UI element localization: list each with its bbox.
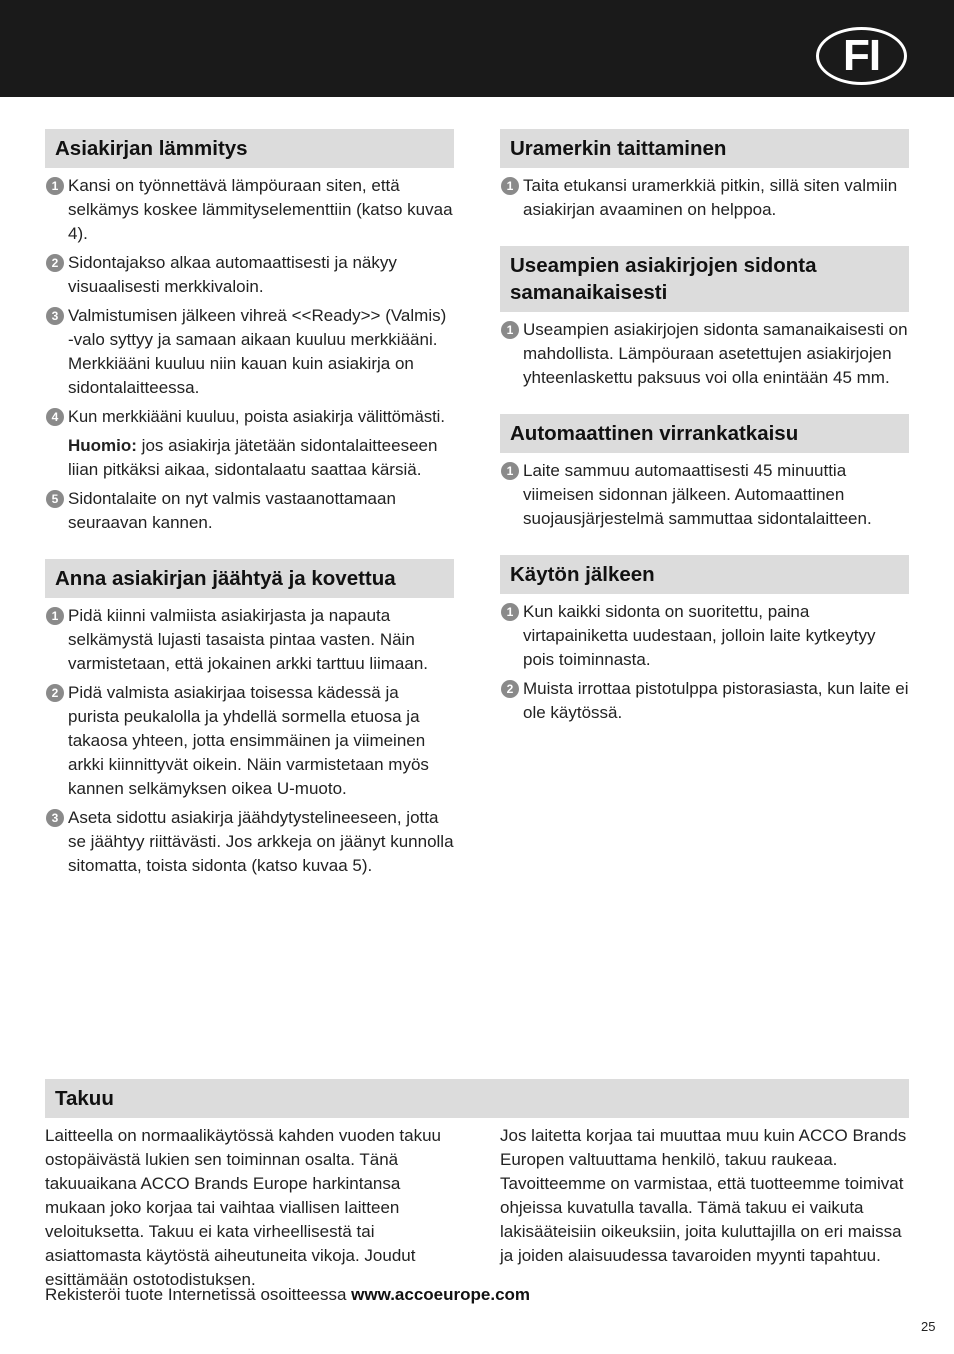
warranty-text-right: Jos laitetta korjaa tai muuttaa muu kuin ACCO Brands Europen valtuuttama henkilö, takuu raukeaa. Tavoitteemme on varmistaa, että tuotteemme toimivat ohjeissa kuvatulla tavalla. Tämä takuu ei vaikuta lakisääteisiin oikeuksiin, joita kuluttajilla on eri maissa ja joiden alaisuudessa tavaroiden myynti tapahtuu. <box>500 1126 907 1265</box>
step-text: Aseta sidottu asiakirja jäähdytystelineeseen, jotta se jäähtyy riittävästi. Jos arkkeja on jäänyt kunnolla sitomatta, toista sidonta (katso kuvaa 5). <box>68 808 454 875</box>
section-after-use <box>500 555 909 725</box>
step-text: Pidä kiinni valmiista asiakirjasta ja napauta selkämystä lujasti tasaista pintaa vasten. Näin varmistetaan, että jokainen arkki tarttuu liimaan. <box>68 606 429 673</box>
note-text: jos asiakirja jätetään sidontalaitteeseen liian pitkäksi aikaa, sidontalaatu saattaa kärsiä. <box>68 436 438 479</box>
step-list <box>45 604 454 878</box>
section-title: Uramerkin taittaminen <box>500 129 909 168</box>
step-text: Taita etukansi uramerkkiä pitkin, sillä siten valmiin asiakirjan avaaminen on helppoa. <box>523 176 898 219</box>
step-item <box>45 604 454 676</box>
step-item <box>45 251 454 299</box>
step-number-icon: 1 <box>501 321 519 339</box>
section-score-folding <box>500 129 909 222</box>
step-item <box>45 806 454 878</box>
register-line <box>45 1283 530 1307</box>
section-title: Anna asiakirjan jäähtyä ja kovettua <box>45 559 454 598</box>
step-list <box>500 174 909 222</box>
step-item <box>45 681 454 801</box>
warranty-text-left: Laitteella on normaalikäytössä kahden vuoden takuu ostopäivästä lukien sen toiminnan osalta. Tänä takuuaikana ACCO Brands Europe harkintansa mukaan joko korjaa tai vaihtaa viallisen laitteen veloituksetta. Takuu ei kata virheellisestä tai asiattomasta käytöstä aiheutuneita vikoja. Joudut esittämään ostotodistuksen. <box>45 1126 441 1289</box>
step-text: Muista irrottaa pistotulppa pistorasiasta, kun laite ei ole käytössä. <box>523 679 909 722</box>
step-text: Useampien asiakirjojen sidonta samanaikaisesti on mahdollista. Lämpöuraan asetettujen asiakirjojen yhteenlaskettu paksuus voi olla enintään 45 mm. <box>523 320 908 387</box>
step-text: Sidontalaite on nyt valmis vastaanottamaan seuraavan kannen. <box>68 489 396 532</box>
step-number-icon: 1 <box>501 177 519 195</box>
note-item <box>45 434 454 482</box>
register-link[interactable]: www.accoeurope.com <box>351 1285 531 1304</box>
step-item <box>45 405 454 429</box>
step-item <box>45 174 454 246</box>
step-number-icon: 1 <box>46 607 64 625</box>
step-item <box>500 459 909 531</box>
section-multiple-binding <box>500 246 909 390</box>
step-number-icon: 3 <box>46 809 64 827</box>
step-item <box>45 487 454 535</box>
step-number-icon: 2 <box>46 684 64 702</box>
step-text: Kun merkkiääni kuuluu, poista asiakirja välittömästi. <box>68 408 445 426</box>
section-title: Käytön jälkeen <box>500 555 909 594</box>
step-text: Pidä valmista asiakirjaa toisessa kädessä ja purista peukalolla ja yhdellä sormella etuosa ja takaosa yhteen, jotta ensimmäinen ja viimeinen arkki kiinnittyvät oikein. Näin varmistetaan myös kannen selkämyksen oikea U-muoto. <box>68 683 429 798</box>
step-text: Laite sammuu automaattisesti 45 minuuttia viimeisen sidonnan jälkeen. Automaattinen suojausjärjestelmä sammuttaa sidontalaitteen. <box>523 461 872 528</box>
header-bar <box>0 0 954 97</box>
step-item <box>500 677 909 725</box>
step-item <box>500 600 909 672</box>
section-auto-shutoff <box>500 414 909 531</box>
step-number-icon: 1 <box>501 603 519 621</box>
step-item <box>500 174 909 222</box>
note-label: Huomio: <box>68 436 137 455</box>
step-list <box>500 600 909 725</box>
step-text: Sidontajakso alkaa automaattisesti ja näkyy visuaalisesti merkkivaloin. <box>68 253 397 296</box>
step-number-icon: 2 <box>501 680 519 698</box>
section-title: Automaattinen virrankatkaisu <box>500 414 909 453</box>
step-number-icon: 3 <box>46 307 64 325</box>
step-list <box>45 174 454 535</box>
page-number: 25 <box>921 1319 936 1334</box>
section-title: Useampien asiakirjojen sidonta samanaikaisesti <box>500 246 909 312</box>
step-number-icon: 1 <box>501 462 519 480</box>
section-cooling <box>45 559 454 878</box>
warranty-title: Takuu <box>45 1079 909 1118</box>
register-text: Rekisteröi tuote Internetissä osoitteessa <box>45 1285 352 1304</box>
step-text: Valmistumisen jälkeen vihreä <<Ready>> (Valmis) -valo syttyy ja samaan aikaan kuuluu merkkiääni. Merkkiääni kuuluu niin kauan kuin asiakirja on sidontalaitteessa. <box>68 306 447 397</box>
section-document-heating <box>45 129 454 535</box>
step-text: Kun kaikki sidonta on suoritettu, paina virtapainiketta uudestaan, jolloin laite kytkeytyy pois toiminnasta. <box>523 602 876 669</box>
step-number-icon: 4 <box>46 408 64 426</box>
step-number-icon: 1 <box>46 177 64 195</box>
step-list <box>500 318 909 390</box>
step-item <box>500 318 909 390</box>
right-column <box>500 129 909 749</box>
language-badge: FI <box>816 27 907 85</box>
warranty-section <box>45 1079 909 1292</box>
step-text: Kansi on työnnettävä lämpöuraan siten, että selkämys koskee lämmityselementtiin (katso kuvaa 4). <box>68 176 453 243</box>
left-column <box>45 129 454 902</box>
step-item <box>45 304 454 400</box>
step-number-icon: 2 <box>46 254 64 272</box>
step-number-icon: 5 <box>46 490 64 508</box>
step-list <box>500 459 909 531</box>
section-title: Asiakirjan lämmitys <box>45 129 454 168</box>
warranty-columns <box>45 1124 909 1292</box>
